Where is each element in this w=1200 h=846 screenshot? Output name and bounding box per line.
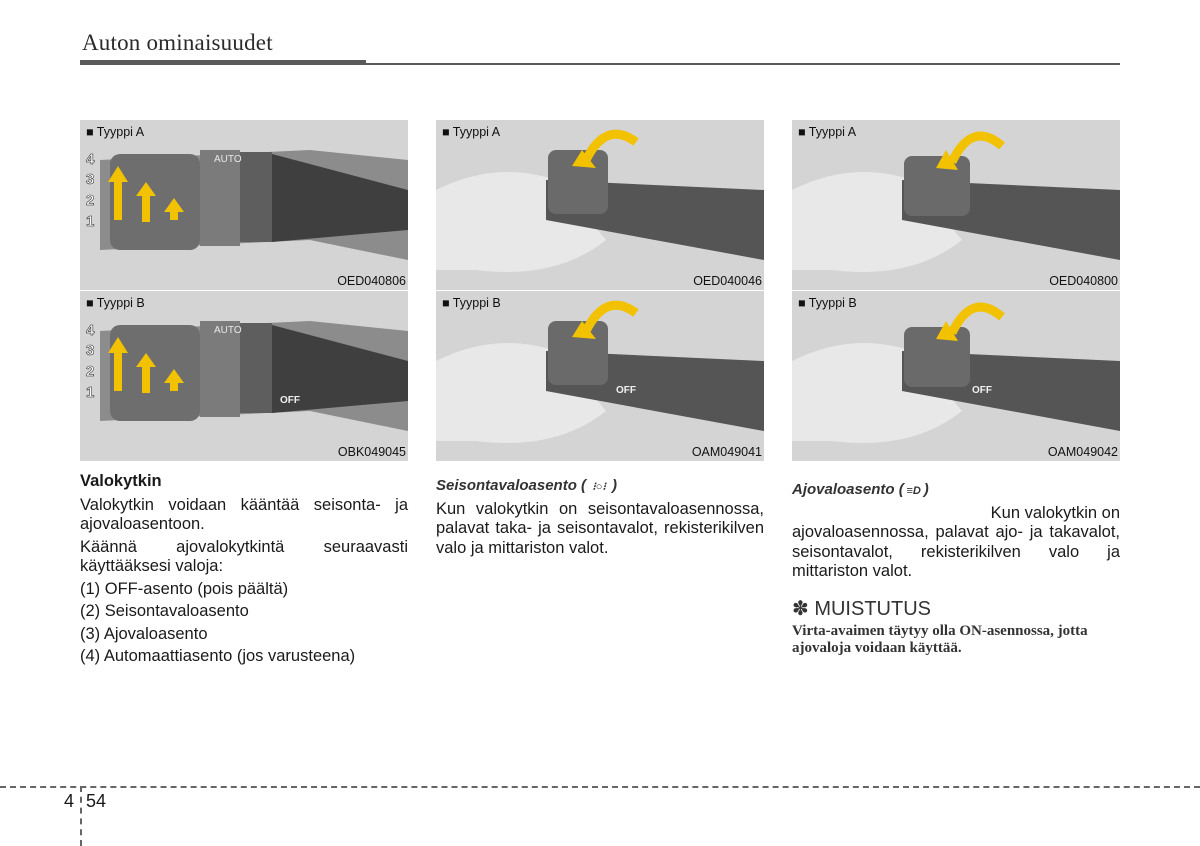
figure-code: OED040800: [1049, 274, 1118, 288]
heading-close: ): [923, 481, 929, 498]
list-item: (4) Automaattiasento (jos varusteena): [80, 647, 356, 665]
note-text: Virta-avaimen täytyy olla ON-asennossa, jotta ajovaloja voidaan käyttää.: [792, 623, 1088, 656]
position-label-4: 4: [86, 151, 95, 168]
section-headlight: [792, 480, 1120, 657]
footer-vertical-divider: [80, 786, 82, 846]
figure-hand-type-a: [436, 120, 764, 290]
hand-illustration: [436, 291, 764, 461]
figure-type-label: ■ Tyyppi A: [798, 125, 857, 139]
section-light-switch: [80, 472, 408, 670]
paragraph: Valokytkin voidaan kääntää seisonta- ja ajovaloasentoon.: [80, 495, 408, 533]
heading-close: ): [612, 477, 618, 494]
position-label-4: 4: [86, 322, 95, 339]
section-heading: [436, 476, 764, 498]
section-heading: Valokytkin: [80, 472, 162, 490]
hand-illustration: [792, 120, 1120, 290]
note-heading: ✽ MUISTUTUS: [792, 597, 931, 620]
figure-code: OAM049041: [691, 445, 762, 459]
footer-divider: [0, 786, 1200, 788]
figure-hand-type-a: [792, 120, 1120, 290]
figure-type-label: ■ Tyyppi B: [86, 296, 145, 310]
header-rule-thin: [366, 63, 1120, 65]
heading-text: Ajovaloasento (: [792, 481, 904, 498]
header-rule-thick: [80, 60, 366, 65]
position-label-3: 3: [86, 171, 95, 188]
position-label-2: 2: [86, 363, 95, 380]
figure-type-label: ■ Tyyppi A: [442, 125, 501, 139]
page-header-title: Auton ominaisuudet: [82, 30, 273, 55]
chapter-number: 4: [64, 791, 75, 811]
paragraph-line: Kun valokytkin on: [990, 503, 1120, 522]
list-item: (1) OFF-asento (pois päältä): [80, 579, 289, 598]
section-parking-light: [436, 476, 764, 561]
stalk-illustration: [80, 120, 408, 290]
parking-light-icon: ⁝○⁝: [592, 481, 606, 493]
position-label-2: 2: [86, 192, 95, 209]
figure-code: OAM049042: [1047, 445, 1118, 459]
position-label-3: 3: [86, 342, 95, 359]
paragraph: ajovaloasennossa, palavat ajo- ja takavalot, seisontavalot, rekisterikilven valo ja mittariston valot.: [792, 523, 1120, 580]
figure-hand-type-b: [792, 291, 1120, 461]
paragraph: Käännä ajovalokytkintä seuraavasti käyttääksesi valoja:: [80, 537, 408, 575]
position-label-1: 1: [86, 384, 95, 401]
figure-code: OED040046: [693, 274, 762, 288]
figure-stalk-type-a: [80, 120, 408, 290]
figure-hand-type-b: [436, 291, 764, 461]
off-label: OFF: [972, 385, 992, 396]
hand-illustration: [792, 291, 1120, 461]
auto-label: AUTO: [214, 325, 242, 336]
figure-type-label: ■ Tyyppi B: [442, 296, 501, 310]
page-number: 54: [86, 791, 107, 811]
list-item: (2) Seisontavaloasento: [80, 602, 249, 620]
stalk-illustration: [80, 291, 408, 461]
figure-code: OED040806: [337, 274, 406, 288]
heading-text: Seisontavaloasento (: [436, 477, 587, 494]
off-label: OFF: [616, 385, 636, 396]
auto-label: AUTO: [214, 154, 242, 165]
figure-type-label: ■ Tyyppi A: [86, 125, 145, 139]
position-label-1: 1: [86, 213, 95, 230]
figure-code: OBK049045: [337, 445, 406, 459]
off-label: OFF: [280, 395, 300, 406]
headlight-icon: ≡D: [906, 485, 921, 497]
section-heading: [792, 480, 1120, 502]
figure-type-label: ■ Tyyppi B: [798, 296, 857, 310]
hand-illustration: [436, 120, 764, 290]
paragraph: Kun valokytkin on seisontavaloasennossa, palavat taka- ja seisontavalot, rekisterikilven valo ja mittariston valot.: [436, 499, 764, 557]
figure-stalk-type-b: [80, 291, 408, 461]
list-item: (3) Ajovaloasento: [80, 624, 208, 643]
